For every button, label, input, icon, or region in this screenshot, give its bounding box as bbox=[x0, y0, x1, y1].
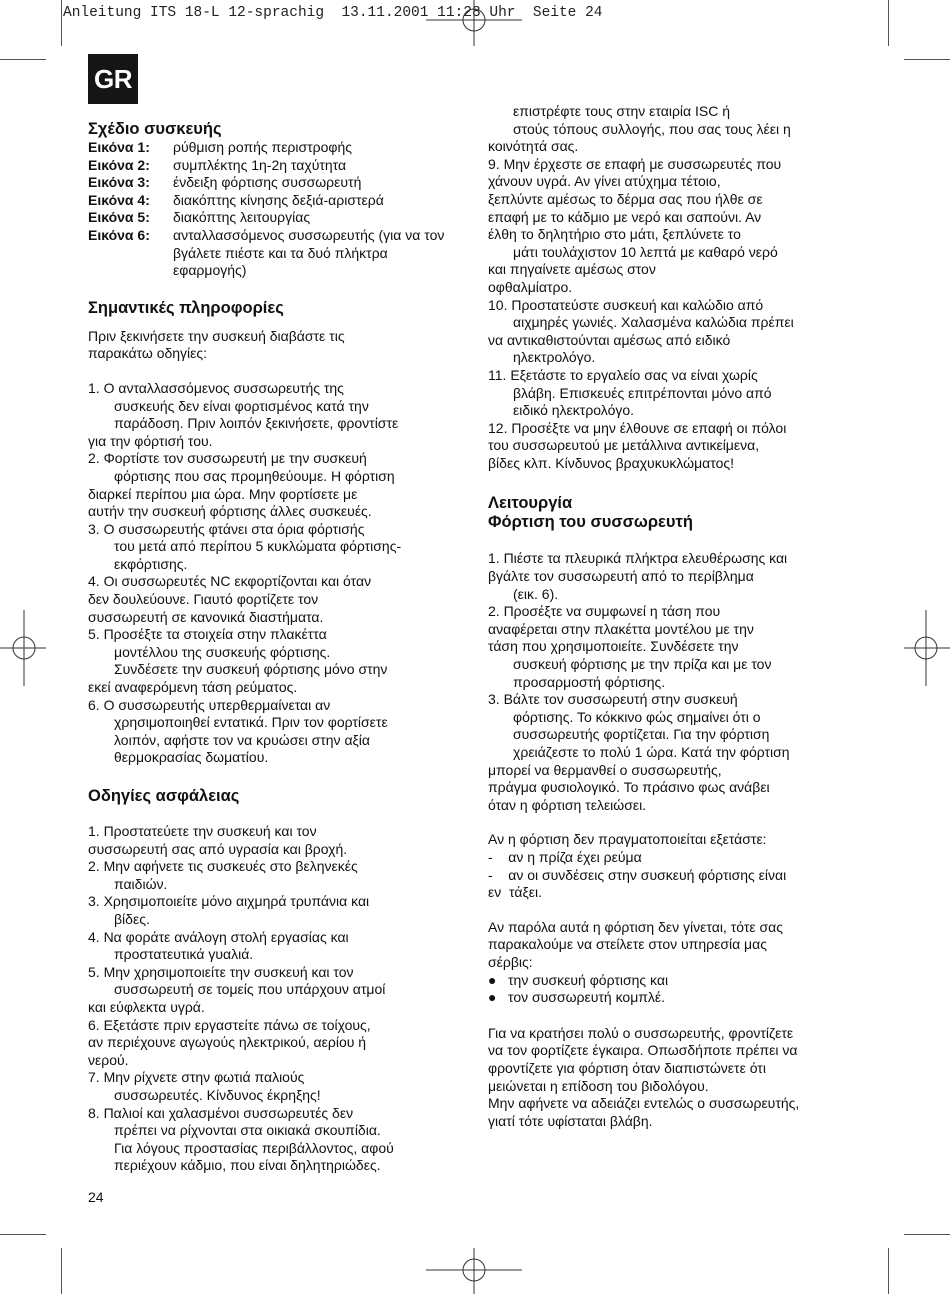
safety-line: 7. Μην ρίχνετε στην φωτιά παλιούς bbox=[88, 1069, 305, 1086]
safety-line: να αντικαθιστούνται αμέσως από ειδικό bbox=[488, 331, 731, 348]
service-bullet: ● τον συσσωρευτή κομπλέ. bbox=[488, 989, 666, 1006]
operation-line: πράγμα φυσιολογικό. Το πράσινο φως ανάβει bbox=[488, 779, 770, 796]
operation-heading: Λειτουργία bbox=[488, 494, 573, 513]
figure-text: ρύθμιση ροπής περιστροφής bbox=[173, 139, 353, 155]
operation-line: συσκευή φόρτισης με την πρίζα και με τον bbox=[513, 656, 772, 673]
important-line: διαρκεί περίπου μια ώρα. Μην φορτίσετε με bbox=[88, 485, 358, 502]
safety-line: προστατευτικά γυαλιά. bbox=[114, 946, 254, 963]
figure-item bbox=[88, 209, 450, 227]
important-line: αυτήν την συσκευή φόρτισης άλλες συσκευές. bbox=[88, 503, 372, 520]
safety-line: ξεπλύντε αμέσως το δέρμα σας που ήλθε σε bbox=[488, 190, 763, 207]
important-line: συσκευής δεν είναι φορτισμένος κατά την bbox=[114, 397, 369, 414]
safety-list bbox=[88, 823, 450, 1175]
safety-line: 1. Προστατεύετε την συσκευή και τον bbox=[88, 823, 317, 839]
safety-line: πρέπει να ρίχνονται στα οικιακά σκουπίδια. bbox=[114, 1122, 381, 1139]
safety-line: 10. Προστατεύστε συσκευή και καλώδιο από bbox=[488, 296, 764, 313]
figure-list bbox=[88, 139, 450, 280]
safety-line: οφθαλμίατρο. bbox=[488, 278, 573, 295]
check-line: - αν οι συνδέσεις στην συσκευή φόρτισης είναι bbox=[488, 866, 787, 883]
check-intro: Αν η φόρτιση δεν πραγματοποιείται εξετάστε: bbox=[488, 831, 767, 848]
operation-line: 3. Βάλτε τον συσσωρευτή στην συσκευή bbox=[488, 691, 738, 708]
important-line: 4. Οι συσσωρευτές NC εκφορτίζονται και όταν bbox=[88, 573, 372, 590]
print-header: Anleitung ITS 18-L 12-sprachig 13.11.2001 11:28 Uhr Seite 24 bbox=[63, 5, 603, 21]
operation-list bbox=[488, 550, 854, 814]
troubleshoot bbox=[488, 831, 854, 901]
registration-mark-left bbox=[0, 610, 46, 686]
important-intro-line: παρακάτω οδηγίες: bbox=[88, 345, 208, 362]
final-line: γιατί τότε υφίσταται βλάβη. bbox=[488, 1112, 653, 1129]
final-note bbox=[488, 1025, 854, 1131]
safety-line: Για λόγους προστασίας περιβάλλοντος, αφού bbox=[114, 1139, 394, 1156]
safety-line: έλθη το δηλητήριο στο μάτι, ξεπλύνετε το bbox=[488, 226, 741, 243]
figure-label: Εικόνα 6: bbox=[88, 226, 150, 243]
left-column bbox=[88, 120, 450, 1175]
safety-line: βίδες κλπ. Κίνδυνος βραχυκυκλώματος! bbox=[488, 454, 734, 471]
safety-line: 9. Μην έρχεστε σε επαφή με συσσωρευτές που bbox=[488, 155, 782, 172]
figure-item bbox=[88, 157, 450, 175]
service-section bbox=[488, 919, 854, 1007]
operation-line: αναφέρεται στην πλακέττα μοντέλου με την bbox=[488, 620, 754, 637]
operation-line: συσσωρευτής φορτίζεται. Για την φόρτιση bbox=[513, 726, 770, 743]
language-badge: GR bbox=[88, 54, 138, 104]
safety-line: και εύφλεκτα υγρά. bbox=[88, 998, 205, 1015]
safety-line: χάνουν υγρά. Αν γίνει ατύχημα τέτοιο, bbox=[488, 173, 721, 190]
important-line: 3. Ο συσσωρευτής φτάνει στα όρια φόρτισής bbox=[88, 520, 365, 537]
important-line: παράδοση. Πριν λοιπόν ξεκινήσετε, φροντίστε bbox=[114, 415, 399, 432]
figure-label: Εικόνα 3: bbox=[88, 174, 150, 191]
safety-line: του συσσωρευτού με μετάλλινα αντικείμενα, bbox=[488, 437, 760, 454]
figure-label: Εικόνα 2: bbox=[88, 156, 150, 173]
right-column bbox=[488, 103, 854, 1130]
operation-line: τάση που χρησιμοποιείτε. Συνδέσετε την bbox=[488, 638, 739, 655]
check-line: - αν η πρίζα έχει ρεύμα bbox=[488, 848, 642, 865]
final-line: Για να κρατήσει πολύ ο συσσωρευτής, φροντίζετε bbox=[488, 1024, 794, 1041]
important-line: συσσωρευτή σε κανονικά διαστήματα. bbox=[88, 608, 324, 625]
service-line: Αν παρόλα αυτά η φόρτιση δεν γίνεται, τότε σας bbox=[488, 918, 783, 935]
safety-line: 8. Παλιοί και χαλασμένοι συσσωρευτές δεν bbox=[88, 1104, 354, 1121]
safety-line: κοινότητά σας. bbox=[488, 138, 579, 155]
registration-mark-top bbox=[426, 0, 522, 46]
important-line: του μετά από περίπου 5 κυκλώματα φόρτισης- bbox=[114, 538, 402, 555]
important-line: 6. Ο συσσωρευτής υπερθερμαίνεται αν bbox=[88, 696, 331, 713]
important-line: δεν δουλεύουνε. Γιαυτό φορτίζετε τον bbox=[88, 591, 319, 608]
figure-text: ένδειξη φόρτισης συσσωρευτή bbox=[173, 174, 362, 191]
important-line: 1. Ο ανταλλασσόμενος συσσωρευτής της bbox=[88, 379, 344, 396]
safety-line: 11. Εξετάστε το εργαλείο σας να είναι χωρίς bbox=[488, 366, 758, 383]
important-line: θερμοκρασίας δωματίου. bbox=[114, 749, 269, 766]
important-line: Συνδέσετε την συσκευή φόρτισης μόνο στην bbox=[114, 661, 388, 678]
operation-line: όταν η φόρτιση τελειώσει. bbox=[488, 796, 647, 813]
figure-text: διακόπτης κίνησης δεξιά-αριστερά bbox=[173, 191, 384, 208]
important-line: εκεί αναφερόμενη τάση ρεύματος. bbox=[88, 679, 298, 696]
final-line: φροντίζετε για φόρτιση όταν διαπιστώνετε ότι bbox=[488, 1059, 766, 1076]
crop-mark bbox=[888, 1248, 889, 1294]
service-bullet: ● την συσκευή φόρτισης και bbox=[488, 971, 669, 988]
operation-line: μπορεί να θερμανθεί ο συσσωρευτής, bbox=[488, 761, 722, 778]
operation-line: 1. Πιέστε τα πλευρικά πλήκτρα ελευθέρωσης και bbox=[488, 550, 788, 567]
safety-heading: Οδηγίες ασφάλειας bbox=[88, 787, 240, 805]
safety-line: νερού. bbox=[88, 1051, 129, 1068]
safety-line: βλάβη. Επισκευές επιτρέπονται μόνο από bbox=[513, 384, 772, 401]
final-line: να τον φορτίζετε έγκαιρα. Οπωσδήποτε πρέπει να bbox=[488, 1042, 798, 1059]
crop-mark bbox=[0, 1234, 46, 1235]
important-line: 2. Φορτίστε τον συσσωρευτή με την συσκευή bbox=[88, 450, 367, 467]
service-line: παρακαλούμε να στείλετε στον υπηρεσία μας bbox=[488, 936, 767, 953]
safety-continued bbox=[488, 103, 854, 472]
figure-label: Εικόνα 5: bbox=[88, 209, 150, 226]
important-list bbox=[88, 380, 450, 767]
safety-line: στούς τόπους συλλογής, που σας τους λέει η bbox=[513, 120, 791, 137]
safety-line: επιστρέφτε τους στην εταιρία ISC ή bbox=[513, 103, 731, 119]
crop-mark bbox=[61, 1248, 62, 1294]
figure-text: ανταλλασσόμενος συσσωρευτής (για να τον βγάλετε πιέστε και τα δυό πλήκτρα εφαρμογής) bbox=[173, 226, 445, 279]
safety-line: συσσωρευτή σας από υγρασία και βροχή. bbox=[88, 840, 348, 857]
figure-item bbox=[88, 139, 450, 157]
check-line: εν τάξει. bbox=[488, 884, 542, 901]
important-line: μοντέλλου της συσκευής φόρτισης. bbox=[114, 643, 331, 660]
safety-line: 3. Χρησιμοποιείτε μόνο αιχμηρά τρυπάνια και bbox=[88, 893, 370, 910]
crop-mark bbox=[0, 59, 46, 60]
final-line: μειώνεται η επίδοση του βιδολόγου. bbox=[488, 1077, 709, 1094]
safety-line: 4. Να φοράτε ανάλογη στολή εργασίας και bbox=[88, 928, 349, 945]
safety-line: 5. Μην χρησιμοποιείτε την συσκευή και τον bbox=[88, 963, 354, 980]
important-line: φόρτισης που σας προμηθεύουμε. Η φόρτιση bbox=[114, 467, 395, 484]
safety-line: 2. Μην αφήνετε τις συσκευές στο βεληνεκές bbox=[88, 858, 358, 875]
service-line: σέρβις: bbox=[488, 953, 533, 970]
crop-mark bbox=[888, 0, 889, 46]
safety-line: ειδικό ηλεκτρολόγο. bbox=[513, 402, 635, 419]
figure-item bbox=[88, 227, 450, 280]
registration-mark-bottom bbox=[426, 1248, 522, 1294]
bullet-icon: ● bbox=[488, 989, 497, 1006]
safety-line: συσσωρευτή σε τομείς που υπάρχουν ατμοί bbox=[114, 981, 386, 998]
important-line: εκφόρτισης. bbox=[114, 555, 188, 572]
important-line: λοιπόν, αφήστε τον να κρυώσει στην αξία bbox=[114, 731, 371, 748]
important-line: χρησιμοποιηθεί εντατικά. Πριν τον φορτίσετε bbox=[114, 714, 388, 731]
operation-line: φόρτισης. Το κόκκινο φώς σημαίνει ότι ο bbox=[513, 708, 761, 725]
important-line: 5. Προσέξτε τα στοιχεία στην πλακέττα bbox=[88, 626, 327, 643]
important-line: για την φόρτισή του. bbox=[88, 432, 213, 449]
figure-label: Εικόνα 4: bbox=[88, 191, 150, 208]
figure-text: διακόπτης λειτουργίας bbox=[173, 209, 311, 226]
safety-line: αιχμηρές γωνιές. Χαλασμένα καλώδια πρέπει bbox=[513, 314, 794, 331]
registration-mark-right bbox=[904, 610, 950, 686]
safety-line: μάτι τουλάχιστον 10 λεπτά με καθαρό νερό bbox=[513, 243, 778, 260]
safety-line: ηλεκτρολόγο. bbox=[513, 349, 596, 366]
device-heading: Σχέδιο συσκευής bbox=[88, 120, 222, 138]
operation-line: βγάλτε τον συσσωρευτή από το περίβλημα bbox=[488, 568, 754, 585]
important-heading: Σημαντικές πληροφορίες bbox=[88, 298, 284, 317]
crop-mark bbox=[904, 59, 950, 60]
safety-line: επαφή με το κάδμιο με νερό και σαπούνι. Αν bbox=[488, 208, 762, 225]
figure-text: συμπλέκτης 1η-2η ταχύτητα bbox=[173, 156, 347, 173]
figure-item bbox=[88, 174, 450, 192]
figure-label: Εικόνα 1: bbox=[88, 139, 150, 155]
crop-mark bbox=[61, 0, 62, 46]
charging-heading: Φόρτιση του συσσωρευτή bbox=[488, 513, 693, 532]
safety-line: συσσωρευτές. Κίνδυνος έκρηξης! bbox=[114, 1086, 321, 1103]
important-intro-line: Πριν ξεκινήσετε την συσκευή διαβάστε τις bbox=[88, 327, 345, 344]
safety-line: περιέχουν κάδμιο, που είναι δηλητηριώδες. bbox=[114, 1157, 381, 1174]
safety-line: 12. Προσέξτε να μην έλθουνε σε επαφή οι πόλοι bbox=[488, 419, 787, 436]
figure-item bbox=[88, 192, 450, 210]
page-number: 24 bbox=[88, 1189, 104, 1205]
final-line: Μην αφήνετε να αδειάζει εντελώς ο συσσωρευτής, bbox=[488, 1095, 800, 1112]
crop-mark bbox=[904, 1234, 950, 1235]
operation-line: (εικ. 6). bbox=[513, 585, 559, 602]
safety-line: αν περιέχουνε αγωγούς ηλεκτρικού, αερίου ή bbox=[88, 1034, 367, 1051]
operation-line: 2. Προσέξτε να συμφωνεί η τάση που bbox=[488, 603, 721, 620]
bullet-icon: ● bbox=[488, 971, 497, 988]
safety-line: παιδιών. bbox=[114, 875, 168, 892]
operation-line: χρειάζεστε το πολύ 1 ώρα. Κατά την φόρτιση bbox=[513, 744, 790, 760]
safety-line: και πηγαίνετε αμέσως στον bbox=[488, 261, 656, 278]
safety-line: 6. Εξετάστε πριν εργαστείτε πάνω σε τοίχους, bbox=[88, 1016, 371, 1033]
safety-line: βίδες. bbox=[114, 910, 150, 927]
operation-line: προσαρμοστή φόρτισης. bbox=[513, 673, 666, 690]
